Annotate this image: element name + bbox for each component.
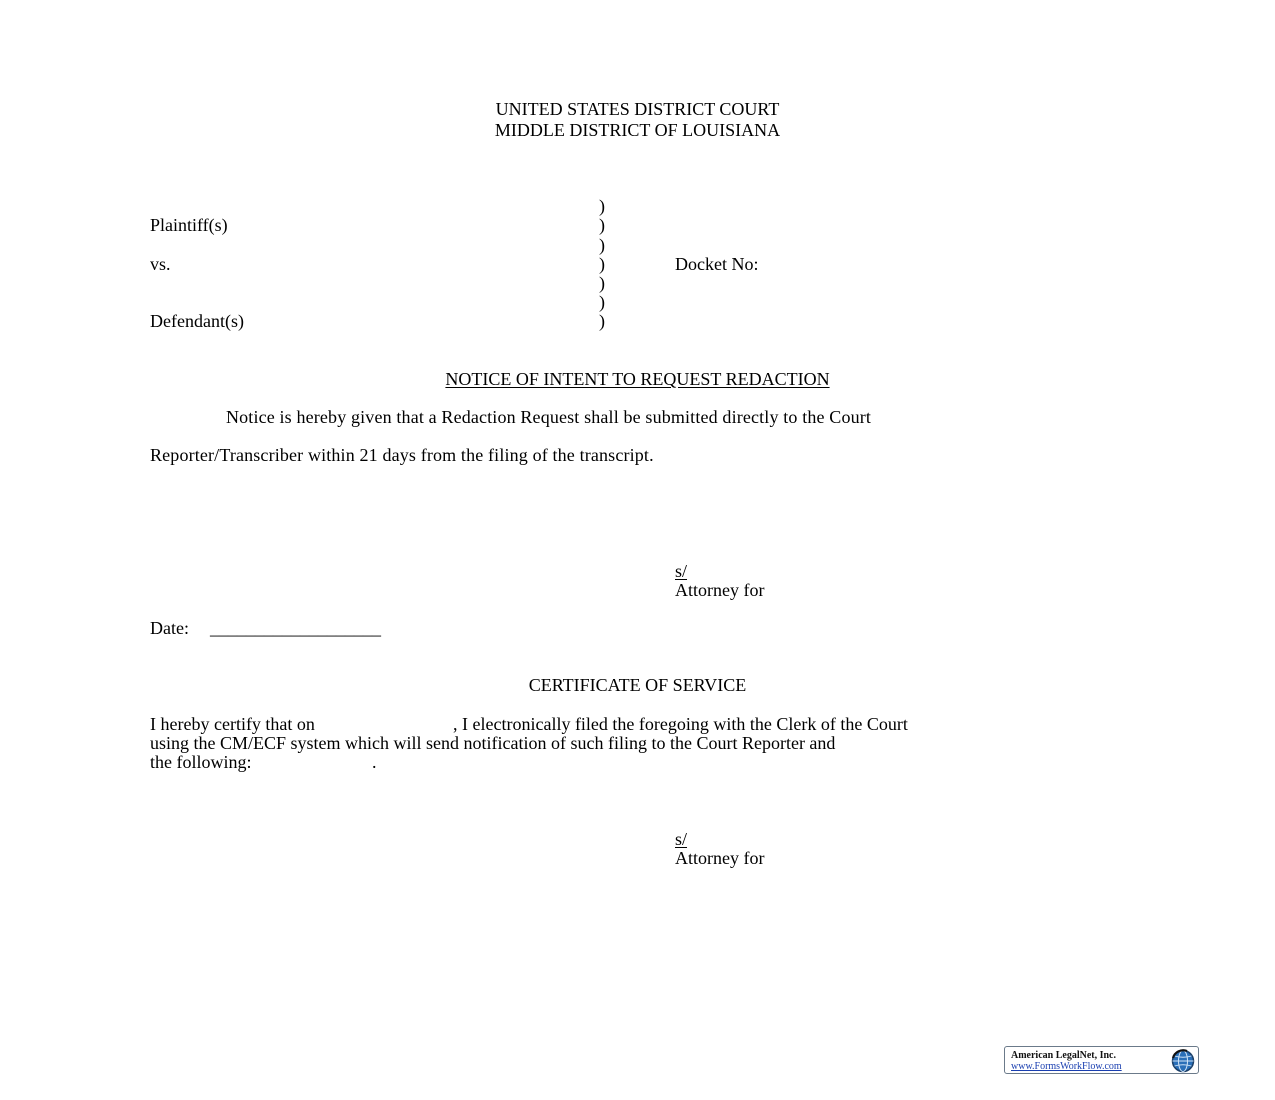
- attorney-for-label: Attorney for: [675, 848, 765, 868]
- certificate-line3-end: .: [372, 752, 377, 772]
- caption-paren: ): [599, 311, 605, 331]
- vs-label: vs.: [150, 254, 171, 274]
- american-legalnet-logo[interactable]: [1004, 1046, 1199, 1074]
- date-label: Date:: [150, 618, 189, 638]
- certificate-title: CERTIFICATE OF SERVICE: [528, 675, 747, 695]
- certificate-line3-start: the following:: [150, 752, 252, 772]
- certificate-line1-end: , I electronically filed the foregoing with the Clerk of the Court: [453, 714, 908, 734]
- signature-line: s/: [675, 561, 688, 581]
- certificate-line1-start: I hereby certify that on: [150, 714, 315, 734]
- court-district: MIDDLE DISTRICT OF LOUISIANA: [494, 120, 781, 140]
- certificate-line2: using the CM/ECF system which will send notification of such filing to the Court Reporter and: [150, 733, 836, 753]
- attorney-for-label: Attorney for: [675, 580, 765, 600]
- notice-body-line1: Notice is hereby given that a Redaction Request shall be submitted directly to the Court: [226, 407, 872, 427]
- caption-paren: ): [599, 215, 605, 235]
- caption-paren: ): [599, 196, 605, 216]
- logo-company-name: American LegalNet, Inc.: [1011, 1050, 1116, 1061]
- caption-paren: ): [599, 254, 605, 274]
- logo-url-link[interactable]: www.FormsWorkFlow.com: [1011, 1061, 1122, 1072]
- defendant-label: Defendant(s): [150, 311, 244, 331]
- globe-icon: [1171, 1049, 1195, 1073]
- court-name: UNITED STATES DISTRICT COURT: [495, 99, 780, 119]
- plaintiff-label: Plaintiff(s): [150, 215, 228, 235]
- notice-title: NOTICE OF INTENT TO REQUEST REDACTION: [445, 369, 830, 389]
- date-field[interactable]: ___________________: [210, 618, 381, 638]
- caption-paren: ): [599, 235, 605, 255]
- docket-label: Docket No:: [675, 254, 759, 274]
- caption-paren: ): [599, 273, 605, 293]
- signature-line: s/: [675, 829, 688, 849]
- caption-paren: ): [599, 292, 605, 312]
- notice-body-line2: Reporter/Transcriber within 21 days from the filing of the transcript.: [150, 445, 654, 465]
